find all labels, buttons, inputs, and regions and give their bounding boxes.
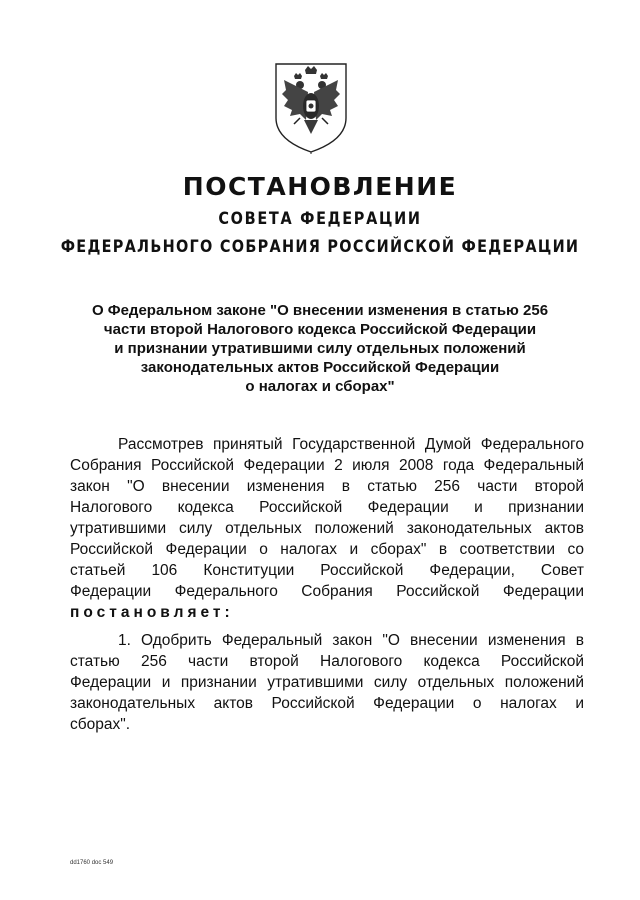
text-line: Федерации и признании утратившими силу отдельных положений (70, 674, 584, 691)
subject-line: и признании утратившими силу отдельных положений (114, 340, 526, 357)
issuer-line-2: ФЕДЕРАЛЬНОГО СОБРАНИЯ РОССИЙСКОЙ ФЕДЕРАЦИИ (60, 237, 580, 257)
body-paragraph-2 (70, 630, 584, 735)
text-line: закон "О внесении изменения в статью 256 части второй (70, 478, 584, 495)
subject-line: О Федеральном законе "О внесении изменения в статью 256 (91, 302, 549, 319)
document-subject (60, 301, 580, 396)
text-line: Рассмотрев принятый Государственной Думой Федерального (118, 436, 584, 453)
coat-of-arms-icon (270, 60, 352, 154)
text-line: статью 256 части второй Налогового кодекса Российской (70, 653, 584, 670)
issuer-line-1: СОВЕТА ФЕДЕРАЦИИ (218, 209, 422, 229)
text-line: Российской Федерации о налогах и сборах" в соответствии со (70, 541, 584, 558)
text-line: 1. Одобрить Федеральный закон "О внесении изменения в (118, 632, 584, 649)
decision-word-text: постановляет: (70, 604, 234, 621)
text-line: Собрания Российской Федерации 2 июля 2008 года Федеральный (70, 457, 584, 474)
subject-line: законодательных актов Российской Федерации (140, 359, 500, 376)
document-id: dd1760 doc 549 (70, 860, 114, 866)
text-line: статьей 106 Конституции Российской Федерации, Совет (70, 562, 584, 579)
text-line: сборах". (70, 716, 131, 733)
document-title: ПОСТАНОВЛЕНИЕ (182, 172, 458, 201)
text-line: утратившими силу отдельных положений законодательных актов (70, 520, 584, 537)
text-line: Федерации Федерального Собрания Российской Федерации (70, 583, 584, 600)
decision-word (70, 602, 584, 623)
body-paragraph-1 (70, 434, 584, 623)
subject-line: части второй Налогового кодекса Российской Федерации (103, 321, 537, 338)
text-line: законодательных актов Российской Федерации о налогах и (70, 695, 584, 712)
text-line: Налогового кодекса Российской Федерации и признании (70, 499, 584, 516)
subject-line: о налогах и сборах" (245, 378, 395, 395)
